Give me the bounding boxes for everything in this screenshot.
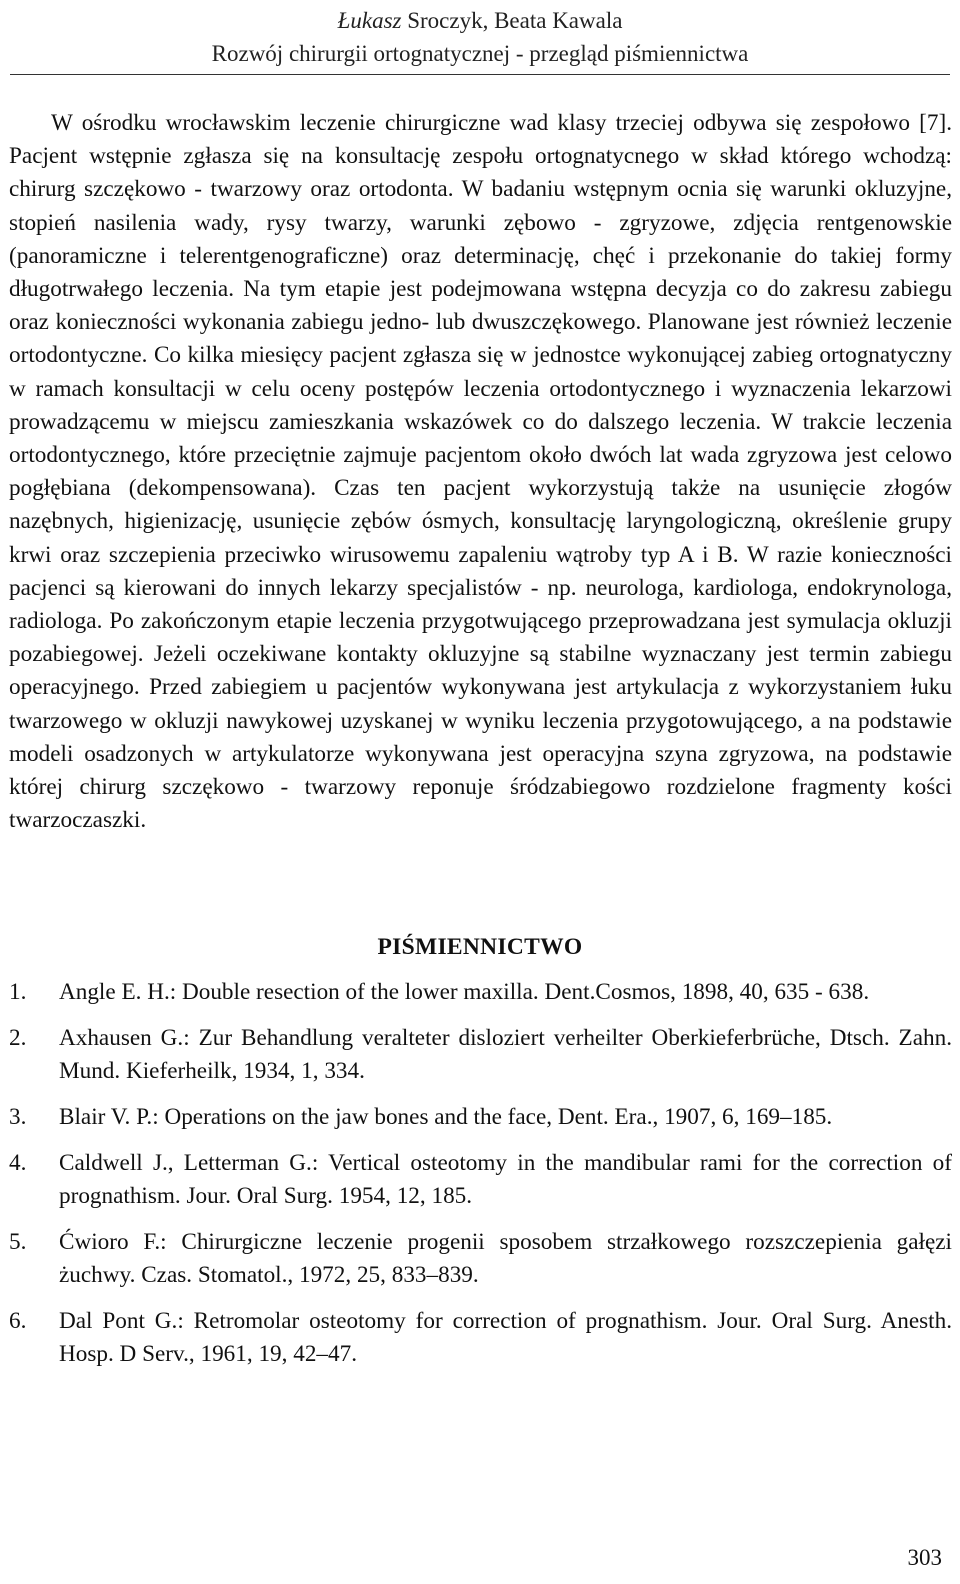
header-author-first-name: Łukasz: [337, 8, 402, 33]
reference-text: Angle E. H.: Double resection of the lower maxilla. Dent.Cosmos, 1898, 40, 635 - 638.: [59, 979, 870, 1005]
reference-item: [9, 1226, 952, 1292]
reference-number: 3.: [9, 1104, 27, 1130]
page-number: 303: [907, 1545, 942, 1570]
reference-number: 5.: [9, 1229, 27, 1255]
reference-text: Dal Pont G.: Retromolar osteotomy for correction of prognathism. Jour. Oral Surg. Anesth. Hosp. D Serv., 1961, 19, 42–47.: [59, 1308, 952, 1367]
reference-number: 2.: [9, 1025, 27, 1051]
reference-item: [9, 1022, 952, 1088]
reference-number: 6.: [9, 1308, 27, 1334]
header-author-rest: Sroczyk, Beata Kawala: [401, 8, 623, 33]
reference-number: 4.: [9, 1150, 27, 1176]
reference-item: [9, 1147, 952, 1213]
header-divider: [10, 74, 950, 75]
body-paragraph: W ośrodku wrocławskim leczenie chirurgiczne wad klasy trzeciej odbywa się zespołowo [7]. Pacjent wstępnie zgłasza się na konsultację zespołu ortognatycnego w skład którego wchodzą: chirurg szczękowo - twarzowy oraz ortodonta. W badaniu wstępnym ocnia się warunki okluzyjne, stopień nasilenia wady, rysy twarzy, warunki zębowo - zgryzowe, zdjęcia rentgenowskie (panoramiczne i telerentgenograficzne) oraz determinację, chęć i przekonanie do takiej formy długotrwałego leczenia. Na tym etapie jest podejmowana wstępna decyzja co do zakresu zabiegu oraz konieczności wykonania zabiegu jedno- lub dwuszczękowego. Planowane jest również leczenie ortodontyczne. Co kilka miesięcy pacjent zgłasza się w jednostce wykonującej zabieg ortognatyczny w ramach konsultacji w celu oceny postępów leczenia ortodontycznego i wyznaczenia lekarzowi prowadzącemu w miejscu zamieszkania wskazówek co do dalszego leczenia. W trakcie leczenia ortodontycznego, które przeciętnie zajmuje pacjentom około dwóch lat wada zgryzowa jest celowo pogłębiana (dekompensowana). Czas ten pacjent wykorzystują także na usunięcie złogów nazębnych, higienizację, usunięcie zębów ósmych, konsultację laryngologiczną, określenie grupy krwi oraz szczepienia przeciwko wirusowemu zapaleniu wątroby typ A i B. W razie konieczności pacjenci są kierowani do innych lekarzy specjalistów - np. neurologa, kardiologa, endokrynologa, radiologa. Po zakończonym etapie leczenia przygotwującego przeprowadzana jest symulacja okluzji pozabiegowej. Jeżeli oczekiwane kontakty okluzyjne są stabilne wyznaczany jest termin zabiegu operacyjnego. Przed zabiegiem u pacjentów wykonywana jest artykulacja z wykorzystaniem łuku twarzowego w okluzji nawykowej uzyskanej w wyniku leczenia przygotowującego, a na podstawie modeli osadzonych w artykulatorze wykonywana jest operacyjna szyna zgryzowa, na podstawie której chirurg szczękowo - twarzowy reponuje śródzabiegowo rozdzielone fragmenty kości twarzoczaszki.: [9, 110, 952, 834]
reference-text: Ćwioro F.: Chirurgiczne leczenie progenii sposobem strzałkowego rozszczepienia gałęzi żuchwy. Czas. Stomatol., 1972, 25, 833–839.: [59, 1229, 952, 1288]
reference-item: [9, 1305, 952, 1371]
body-text: [9, 107, 952, 837]
reference-text: Axhausen G.: Zur Behandlung veralteter disloziert verheilter Oberkieferbrüche, Dtsch. Zahn. Mund. Kieferheilk, 1934, 1, 334.: [59, 1025, 952, 1084]
header-title: Rozwój chirurgii ortognatycznej - przegląd piśmiennictwa: [211, 41, 749, 66]
reference-number: 1.: [9, 979, 27, 1005]
reference-text: Caldwell J., Letterman G.: Vertical osteotomy in the mandibular rami for the correction of prognathism. Jour. Oral Surg. 1954, 12, 185.: [59, 1150, 952, 1209]
references-heading: PIŚMIENNICTWO: [377, 934, 583, 960]
reference-item: [9, 976, 952, 1009]
reference-item: [9, 1101, 952, 1134]
references-list: [9, 976, 952, 1384]
header-authors: [0, 4, 960, 37]
reference-text: Blair V. P.: Operations on the jaw bones and the face, Dent. Era., 1907, 6, 169–185.: [59, 1104, 833, 1130]
running-header: [0, 4, 960, 70]
